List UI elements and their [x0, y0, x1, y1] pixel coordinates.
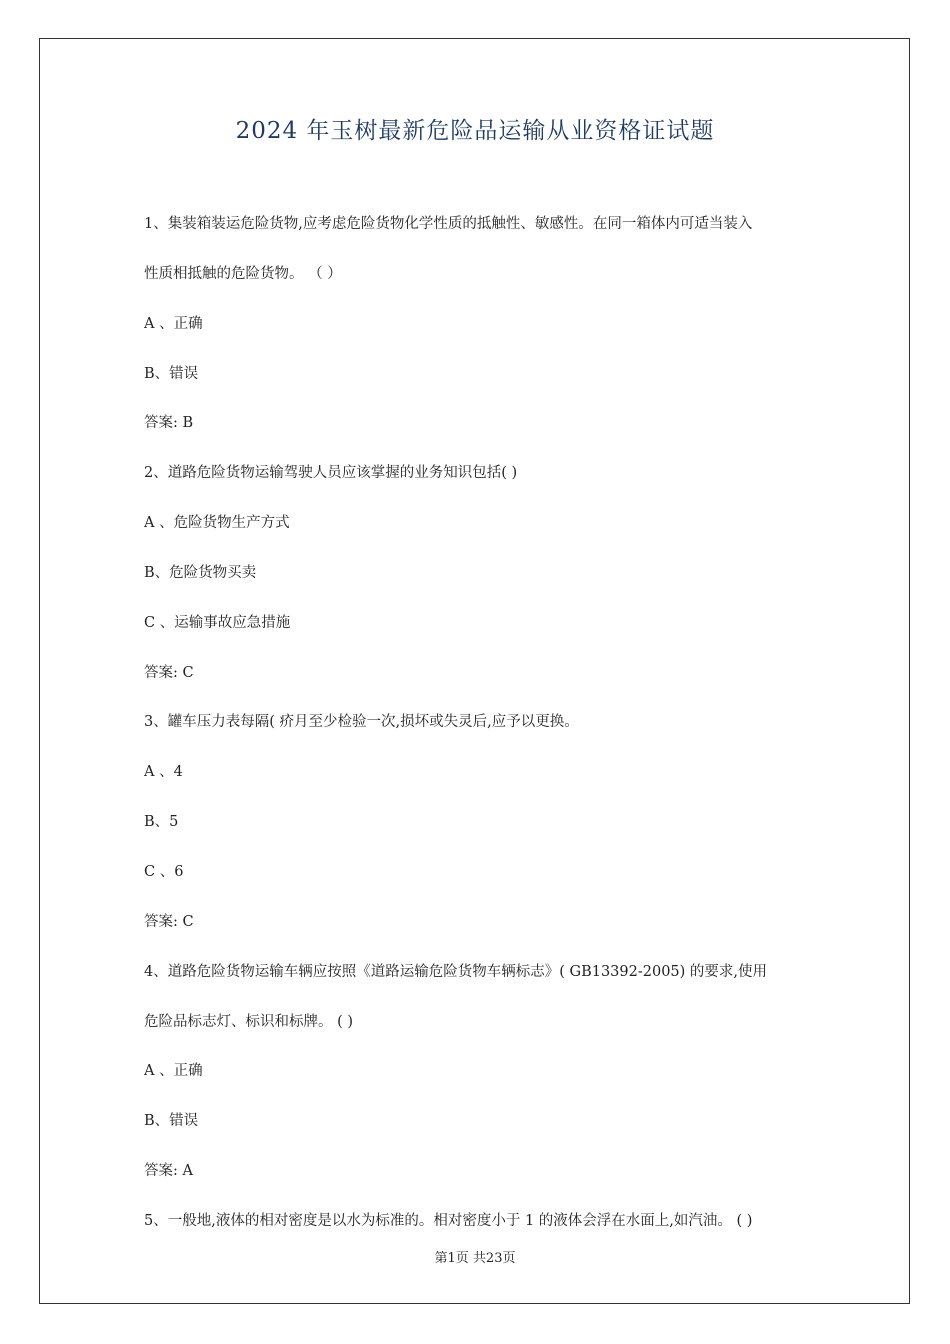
question-1-text-line-1: 1、集装箱装运危险货物,应考虑危险货物化学性质的抵触性、敏感性。在同一箱体内可适当装入	[144, 216, 753, 232]
question-3-answer: 答案: C	[144, 913, 194, 930]
question-1-text-line-2: 性质相抵触的危险货物。 （ ）	[144, 265, 342, 282]
question-4-text-line-1: 4、道路危险货物运输车辆应按照《道路运输危险货物车辆标志》( GB13392-2005) 的要求,使用	[144, 963, 768, 980]
question-5-text: 5、一般地,液体的相对密度是以水为标准的。相对密度小于 1 的液体会浮在水面上,如汽油。 ( )	[144, 1212, 753, 1229]
question-4-text-line-2: 危险品标志灯、标识和标牌。 ( )	[144, 1013, 354, 1030]
question-2-option-c: C 、运输事故应急措施	[144, 614, 291, 631]
question-2-option-a: A 、危险货物生产方式	[144, 515, 290, 532]
question-3-text: 3、罐车压力表每隔( 疥月至少检验一次,损坏或失灵后,应予以更换。	[144, 714, 579, 731]
question-2-answer: 答案: C	[144, 664, 194, 681]
question-1-option-b: B、错误	[144, 365, 199, 382]
document-title: 2024 年玉树最新危险品运输从业资格证试题	[235, 118, 715, 144]
question-2-option-b: B、危险货物买卖	[144, 564, 257, 581]
question-1-answer: 答案: B	[144, 415, 194, 432]
question-3-option-a: A 、4	[144, 764, 183, 781]
question-3-option-b: B、5	[144, 814, 179, 831]
document-body	[144, 200, 824, 1247]
question-3-option-c: C 、6	[144, 863, 184, 880]
question-2-text: 2、道路危险货物运输驾驶人员应该掌握的业务知识包括( )	[144, 465, 518, 482]
question-4-option-b: B、错误	[144, 1113, 199, 1130]
page-footer: 第1页 共23页	[434, 1251, 516, 1266]
question-4-option-a: A 、正确	[144, 1063, 203, 1080]
question-4-answer: 答案: A	[144, 1163, 193, 1180]
question-1-option-a: A 、正确	[144, 315, 203, 332]
